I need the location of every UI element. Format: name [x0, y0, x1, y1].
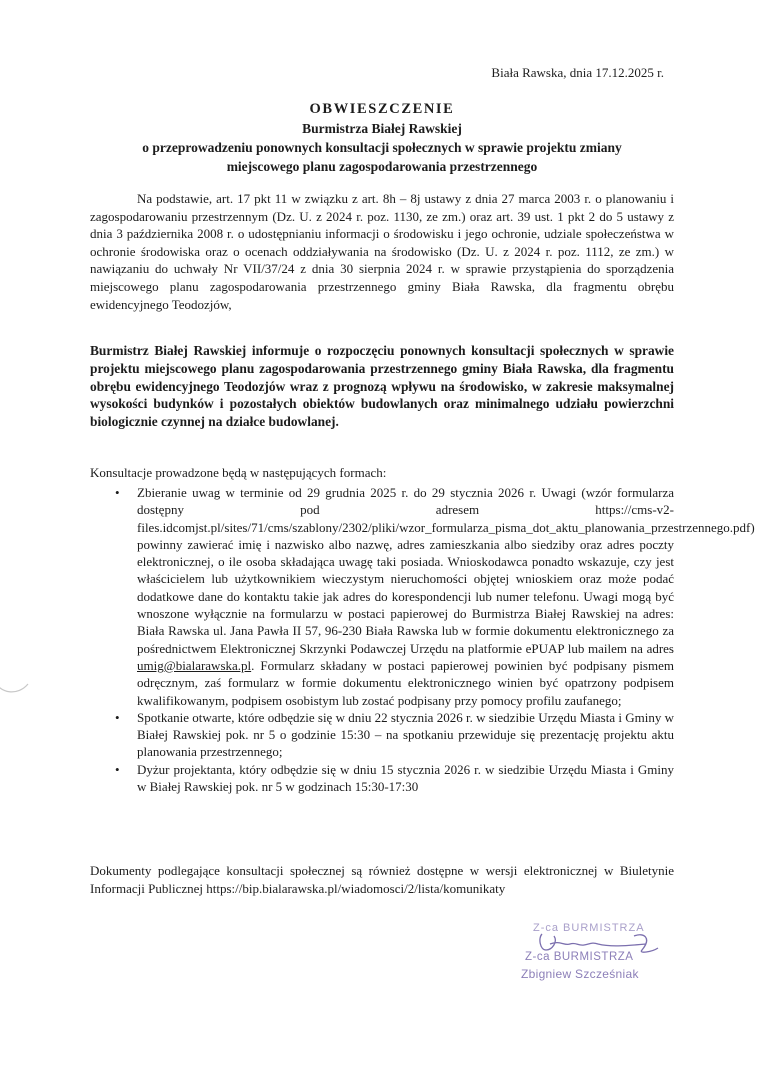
heading-subject-line-1: o przeprowadzeniu ponownych konsultacji społecznych w sprawie projektu zmiany [142, 140, 622, 155]
heading-issuer: Burmistrza Białej Rawskiej [302, 121, 462, 136]
consultation-forms-list [90, 484, 755, 795]
date-line: Biała Rawska, dnia 17.12.2025 r. [491, 65, 664, 80]
list-item [90, 761, 674, 796]
email-link[interactable]: umig@bialarawska.pl [137, 657, 252, 673]
bullet-icon: • [115, 709, 120, 725]
bullet-icon: • [115, 485, 120, 500]
bullet-text-part: Zbieranie uwag w terminie od 29 grudnia 2025 r. do 29 stycznia 2026 r. Uwagi (wzór formularza dostępny pod adresem https://cms-v2-files.idcomjst.pl/sites/71/cms/szablony/2302/pliki/wzor_formularza_pisma_dot_aktu_planowania_przestrzennego.pdf) powinny zawierać imię i nazwisko albo nazwę, adres zamieszkania albo siedziby oraz adres poczty elektronicznej, o ile osoba składająca uwagę taki posiada. Wnioskodawca ponadto wskazuje, czy jest właścicielem lub użytkownikiem wieczystym nieruchomości objętej wnioskiem oraz może podać dodatkowe dane do kontaktu takie jak adres do korespondencji lub numer telefonu. Uwagi mogą być wnoszone wyłącznie na formularzu w postaci papierowej do Burmistrza Białej Rawskiej na adres: Biała Rawska ul. Jana Pawła II 57, 96-230 Biała Rawska lub w formie dokumentu elektronicznego za pośrednictwem Elektronicznej Skrzynki Podawczej Urzędu na platformie ePUAP lub mailem na adres [137, 485, 755, 656]
bullet-text-part: . Formularz składany w postaci papierowej powinien być podpisany pismem odręcznym, zaś formularz w formie dokumentu elektronicznego winien być opatrzony podpisem kwalifikowanym, podpisem osobistym lub zostać podpisany przy pomocy profilu zaufanego; [137, 657, 674, 708]
document-heading [90, 100, 674, 176]
list-item [90, 709, 674, 761]
punch-hole-mark-icon [0, 674, 30, 698]
signature-stamp [503, 920, 673, 990]
heading-title: OBWIESZCZENIE [309, 101, 455, 117]
forms-intro: Konsultacje prowadzone będą w następujących formach: [90, 465, 387, 480]
heading-subject-line-2: miejscowego planu zagospodarowania przestrzennego [226, 159, 538, 174]
bullet-text-meeting: Spotkanie otwarte, które odbędzie się w dniu 22 stycznia 2026 r. w siedzibie Urzędu Miasta i Gminy w Białej Rawskiej pok. nr 5 o godzinie 15:30 – na spotkaniu przewiduje się prezentację projektu aktu planowania przestrzennego; [137, 709, 674, 760]
stamp-name: Zbigniew Szcześniak [521, 967, 639, 981]
bullet-icon: • [115, 761, 120, 777]
documents-paragraph: Dokumenty podlegające konsultacji społecznej są również dostępne w wersji elektronicznej w Biuletynie Informacji Publicznej https://bip.bialarawska.pl/wiadomosci/2/lista/komunikaty [90, 863, 674, 896]
announcement-paragraph: Burmistrz Białej Rawskiej informuje o rozpoczęciu ponownych konsultacji społecznych w sprawie projektu miejscowego planu zagospodarowania przestrzennego gminy Biała Rawska, dla fragmentu obrębu ewidencyjnego Teodozjów wraz z prognozą wpływu na środowisko, w zakresie maksymalnej wysokości budynków i pozostałych obiektów budowlanych oraz minimalnego udziału powierzchni biologicznie czynnej na działce budowlanej. [90, 343, 674, 430]
stamp-line-faded: Z-ca BURMISTRZA [533, 922, 645, 934]
list-item [90, 484, 755, 709]
legal-basis-paragraph: Na podstawie, art. 17 pkt 11 w związku z art. 8h – 8j ustawy z dnia 27 marca 2003 r. o planowaniu i zagospodarowaniu przestrzennym (Dz. U. z 2024 r. poz. 1130, ze zm.) oraz art. 39 ust. 1 pkt 2 do 5 ustawy z dnia 3 października 2008 r. o udostępnianiu informacji o środowisku i jego ochronie, udziale społeczeństwa w ochronie środowiska oraz o ocenach oddziaływania na środowisko (Dz. U. z 2024 r. poz. 1112, ze zm.) w nawiązaniu do uchwały Nr VII/37/24 z dnia 30 sierpnia 2024 r. w sprawie przystąpienia do sporządzenia miejscowego planu zagospodarowania przestrzennego gminy Biała Rawska, dla fragmentu obrębu ewidencyjnego Teodozjów, [90, 191, 674, 312]
stamp-title: Z-ca BURMISTRZA [525, 951, 634, 963]
bullet-text-duty: Dyżur projektanta, który odbędzie się w dniu 15 stycznia 2026 r. w siedzibie Urzędu Miasta i Gminy w Białej Rawskiej pok. nr 5 w godzinach 15:30-17:30 [137, 761, 674, 795]
bullet-text-comments [137, 485, 755, 708]
